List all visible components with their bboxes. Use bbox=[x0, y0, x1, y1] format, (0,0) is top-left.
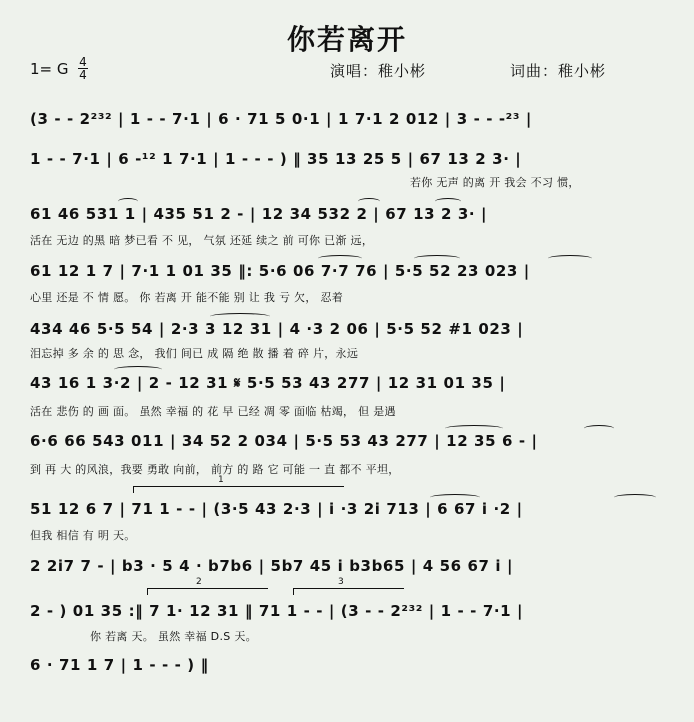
slur-mark bbox=[318, 255, 362, 262]
time-bottom: 4 bbox=[79, 68, 87, 82]
slur-mark bbox=[445, 425, 503, 432]
volta-bracket-1 bbox=[133, 475, 344, 493]
notes: 51 12 6 7 | 71 1 - - | (3·5 43 2·3 | i ·3 2i 713 | 6 67 i ·2 | bbox=[30, 500, 523, 518]
key-signature: 1= G bbox=[30, 60, 69, 78]
volta-number: 3 bbox=[338, 577, 344, 587]
slur-mark bbox=[614, 494, 656, 501]
lyrics: 你 若离 天。 虽然 幸福 D.S 天。 bbox=[90, 630, 257, 643]
notes: (3 - - 2²³² | 1 - - 7·1 | 6 · 71 5 0·1 | 1 7·1 2 012 | 3 - - -²³ | bbox=[30, 110, 532, 128]
notes: 2 - ) 01 35 :‖ 7 1· 12 31 ‖ 71 1 - - | (3 - - 2²³² | 1 - - 7·1 | bbox=[30, 602, 524, 620]
volta-bracket-2 bbox=[147, 577, 268, 595]
slur-mark bbox=[118, 198, 138, 205]
time-signature bbox=[78, 56, 88, 81]
slur-mark bbox=[430, 494, 480, 501]
lyrics: 若你 无声 的离 开 我会 不习 惯， bbox=[410, 176, 580, 189]
lyrics: 到 再 大 的风浪，我要 勇敢 向前， 前方 的 路 它 可能 一 直 都不 平坦， bbox=[30, 463, 400, 476]
writer-credit: 词曲：稚小彬 bbox=[510, 62, 607, 80]
notes: 434 46 5·5 54 | 2·3 3 12 31 | 4 ·3 2 06 | 5·5 52 #1 023 | bbox=[30, 320, 524, 338]
notes: 6 · 71 1 7 | 1 - - - ) ‖ bbox=[30, 656, 209, 674]
notes: 61 12 1 7 | 7·1 1 01 35 ‖: 5·6 06 7·7 76 | 5·5 52 23 023 | bbox=[30, 262, 530, 280]
song-title: 你若离开 bbox=[286, 23, 407, 56]
slur-mark bbox=[414, 255, 460, 262]
notes: 43 16 1 3·2 | 2 - 12 31 𝄋 5·5 53 43 277 | 12 31 01 35 | bbox=[30, 374, 506, 392]
slur-mark bbox=[114, 366, 162, 373]
volta-number: 1 bbox=[218, 475, 224, 485]
lyrics: 泪忘掉 多 余 的 思 念， 我们 间已 成 隔 绝 散 播 着 碎 片，永远 bbox=[30, 347, 359, 360]
time-top: 4 bbox=[79, 55, 87, 69]
notes: 2 2i7 7 - | b3 · 5 4 · b7b6 | 5b7 45 i b3b65 | 4 56 67 i | bbox=[30, 557, 514, 575]
slur-mark bbox=[584, 425, 614, 432]
volta-bracket-3 bbox=[293, 577, 404, 595]
volta-number: 2 bbox=[196, 577, 202, 587]
lyrics: 活在 悲伤 的 画 面。 虽然 幸福 的 花 早 已经 凋 零 面临 枯竭， 但 是遇 bbox=[30, 405, 396, 418]
notes: 6·6 66 543 011 | 34 52 2 034 | 5·5 53 43 277 | 12 35 6 - | bbox=[30, 432, 538, 450]
slur-mark bbox=[435, 198, 461, 205]
slur-mark bbox=[358, 198, 380, 205]
slur-mark bbox=[548, 255, 592, 262]
slur-mark bbox=[210, 313, 270, 320]
lyrics: 活在 无边 的黑 暗 梦已看 不 见， 气氛 还延 续之 前 可你 已渐 远， bbox=[30, 234, 374, 247]
notes: 61 46 531 1 | 435 51 2 - | 12 34 532 2 | 67 13 2 3· | bbox=[30, 205, 488, 223]
lyrics: 但我 相信 有 明 天。 bbox=[30, 529, 136, 542]
lyrics: 心里 还是 不 情 愿。 你 若离 开 能不能 别 让 我 亏 欠， 忍着 bbox=[30, 291, 344, 304]
notes: 1 - - 7·1 | 6 -¹² 1 7·1 | 1 - - - ) ‖ 35 13 25 5 | 67 13 2 3· | bbox=[30, 150, 522, 168]
singer-credit: 演唱：稚小彬 bbox=[330, 62, 427, 80]
